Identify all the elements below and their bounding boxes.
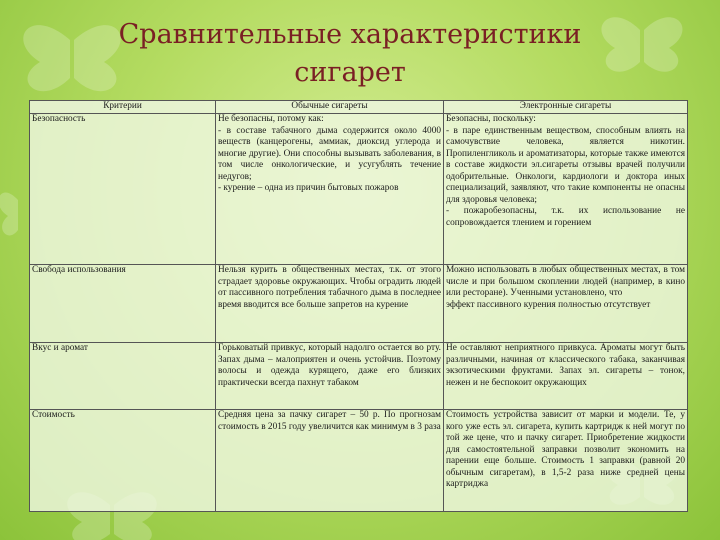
- table-row: [30, 410, 688, 512]
- slide-title: Сравнительные характеристики сигарет: [118, 19, 582, 88]
- regular-cell: Горьковатый привкус, который надолго остается во рту. Запах дыма – малоприятен и очень устойчив. Поэтому волосы и одежда курящего, даже его близких практически всегда пахнут табаком: [216, 343, 444, 410]
- table-row: [30, 343, 688, 410]
- electronic-cell: Можно использовать в любых общественных местах, в том числе и при большом скоплении людей (например, в кино или ресторане). Ученными установлено, что эффект пассивного курения полностью отсутствует: [444, 265, 688, 343]
- criterion-cell: Безопасность: [30, 114, 216, 265]
- regular-cell: Средняя цена за пачку сигарет – 50 р. По прогнозам стоимость в 2015 году увеличится как минимум в 3 раза: [216, 410, 444, 512]
- comparison-table: [29, 100, 688, 512]
- electronic-cell: Не оставляют неприятного привкуса. Ароматы могут быть различными, начиная от классического табака, заканчивая экзотическими фруктами. Запах эл. сигареты – тонок, нежен и не беспокоит окружающих: [444, 343, 688, 410]
- regular-cell: Нельзя курить в общественных местах, т.к. от этого страдает здоровье окружающих. Чтобы оградить людей от пассивного потребления табачного дыма в последнее время вводится все больше запретов на курение: [216, 265, 444, 343]
- criterion-cell: Стоимость: [30, 410, 216, 512]
- criterion-cell: Свобода использования: [30, 265, 216, 343]
- header-electronic: Электронные сигареты: [444, 101, 688, 114]
- header-regular: Обычные сигареты: [216, 101, 444, 114]
- regular-cell: Не безопасны, потому как: - в составе табачного дыма содержится около 4000 веществ (канцерогены, аммиак, диоксид углерода и многие другие). Они способны вызывать заболевания, в том числе онкологические, и усугублять течение недугов; - курение – одна из причин бытовых пожаров: [216, 114, 444, 265]
- table-row: [30, 114, 688, 265]
- criterion-cell: Вкус и аромат: [30, 343, 216, 410]
- table-row: [30, 265, 688, 343]
- electronic-cell: Безопасны, поскольку: - в паре единственным веществом, способным влиять на самочувствие человека, является никотин. Пропиленгликоль и ароматизаторы, которые также имеются в составе жидкости эл.сигареты отзывы врачей получили одобрительные. Онкологи, кардиологи и доктора иных специализаций, заявляют, что такие компоненты не опасны для здоровья человека; - пожаробезопасны, т.к. их использование не сопровождается тлением и горением: [444, 114, 688, 265]
- electronic-cell: Стоимость устройства зависит от марки и модели. Те, у кого уже есть эл. сигарета, купить картридж к ней могут по той же цене, что и пачку сигарет. Приобретение жидкости для самостоятельной заправки позволит экономить на парении еще больше. Стоимость 1 заправки (равной 20 обычным сигаретам), в 1,5-2 раза ниже средней цены картриджа: [444, 410, 688, 512]
- table-header-row: [30, 101, 688, 114]
- header-criteria: Критерии: [30, 101, 216, 114]
